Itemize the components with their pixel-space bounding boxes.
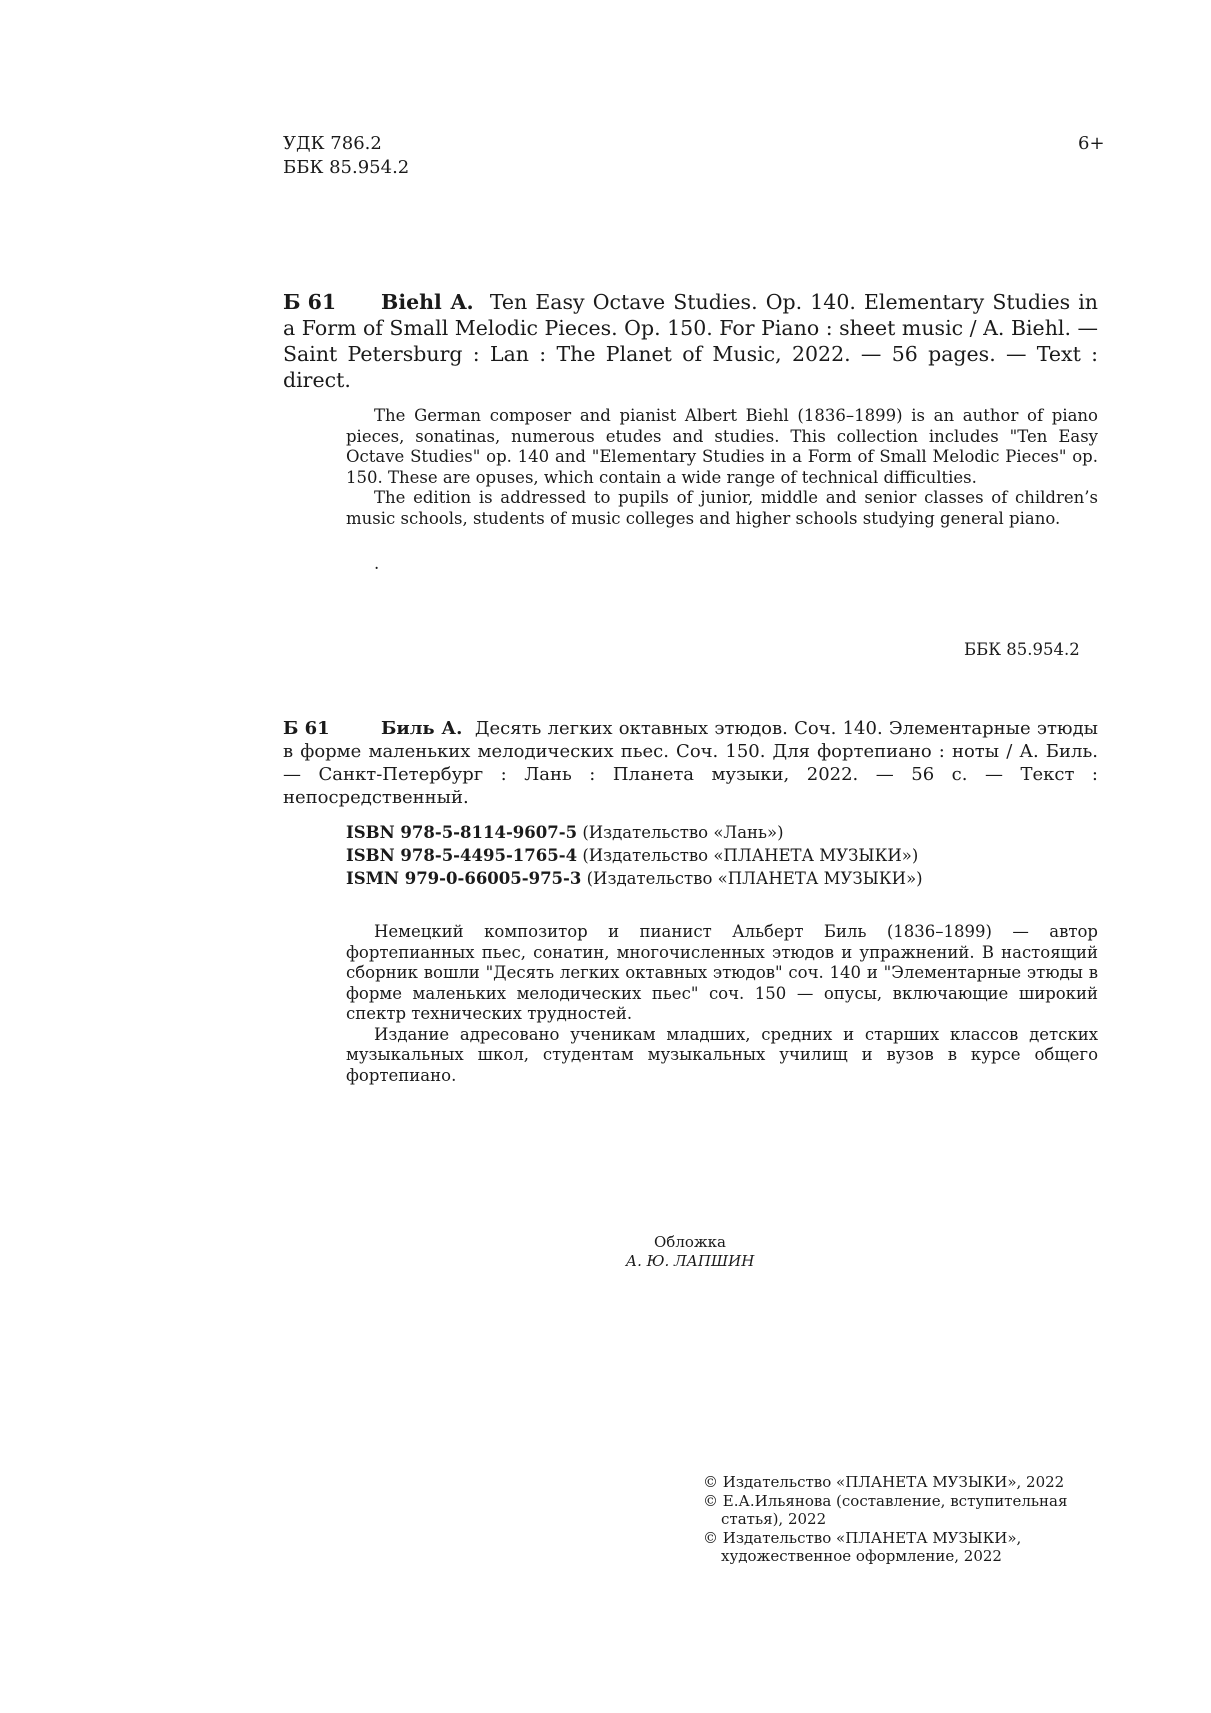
russian-bibliographic-entry <box>283 717 1098 809</box>
english-paragraph-2: The edition is addressed to pupils of junior, middle and senior classes of children’s music schools, students of music colleges and higher schools studying general piano. <box>346 488 1098 528</box>
cover-designer-name: А. Ю. ЛАПШИН <box>625 1251 755 1270</box>
ismn-line <box>346 867 923 890</box>
russian-paragraph-2: Издание адресовано ученикам младших, средних и старших классов детских музыкальных школ, студентам музыкальных училищ и вузов в курсе общего фортепиано. <box>346 1024 1098 1085</box>
copyright-line-1: © Издательство «ПЛАНЕТА МУЗЫКИ», 2022 <box>703 1473 1065 1491</box>
english-index-code: Б 61 <box>283 290 337 314</box>
cover-label: Обложка <box>653 1233 726 1251</box>
identifier-publisher: (Издательство «Лань») <box>582 823 784 842</box>
copyright-line-2: © Е.А.Ильянова (составление, вступительная статья), 2022 <box>703 1491 1068 1528</box>
english-description <box>346 406 1098 529</box>
english-paragraph-1: The German composer and pianist Albert Biehl (1836–1899) is an author of piano pieces, sonatinas, numerous etudes and studies. This collection includes "Ten Easy Octave Studies" op. 140 and "Elementary Studies in a Form of Small Melodic Pieces" op. 150. These are opuses, which contain a wide range of technical difficulties. <box>346 406 1098 487</box>
english-title-text: Ten Easy Octave Studies. Op. 140. Elementary Studies in a Form of Small Melodic Pieces. Op. 150. For Piano : sheet music / A. Biehl. — Saint Petersburg : Lan : The Planet of Music, 2022. — 56 pages. — Text : direct. <box>283 290 1098 392</box>
isbn-line-1 <box>346 821 923 844</box>
russian-author: Биль А. <box>381 718 463 739</box>
identifier-list <box>346 821 923 890</box>
cover-credit <box>560 1233 820 1270</box>
identifier-code: ISBN 978-5-4495-1765-4 <box>346 846 578 865</box>
russian-index-code: Б 61 <box>283 718 330 739</box>
english-title-block <box>283 289 1098 393</box>
udk-code: УДК 786.2 <box>283 133 382 154</box>
copyright-block <box>703 1473 1101 1566</box>
identifier-publisher: (Издательство «ПЛАНЕТА МУЗЫКИ») <box>582 846 919 865</box>
copyright-line-3: © Издательство «ПЛАНЕТА МУЗЫКИ», художественное оформление, 2022 <box>703 1528 1022 1565</box>
russian-paragraph-1: Немецкий композитор и пианист Альберт Биль (1836–1899) — автор фортепианных пьес, сонатин, многочисленных этюдов и упражнений. В настоящий сборник вошли "Десять легких октавных этюдов" соч. 140 и "Элементарные этюды в форме маленьких мелодических пьес" соч. 150 — опусы, включающие широкий спектр технических трудностей. <box>346 922 1098 1023</box>
isbn-line-2 <box>346 844 923 867</box>
russian-title-block <box>283 717 1098 809</box>
english-bibliographic-entry <box>283 289 1098 393</box>
identifier-code: ISMN 979-0-66005-975-3 <box>346 869 582 888</box>
stray-dot: . <box>374 554 380 573</box>
english-author: Biehl A. <box>381 290 474 314</box>
identifier-code: ISBN 978-5-8114-9607-5 <box>346 823 578 842</box>
russian-description <box>346 922 1098 1086</box>
bbk-right: ББК 85.954.2 <box>964 640 1080 659</box>
bbk-code: ББК 85.954.2 <box>283 157 410 178</box>
identifier-publisher: (Издательство «ПЛАНЕТА МУЗЫКИ») <box>586 869 923 888</box>
russian-title-text: Десять легких октавных этюдов. Соч. 140. Элементарные этюды в форме маленьких мелодических пьес. Соч. 150. Для фортепиано : ноты / А. Биль. — Санкт-Петербург : Лань : Планета музыки, 2022. — 56 с. — Текст : непосредственный. <box>283 718 1098 808</box>
age-rating: 6+ <box>1078 133 1105 154</box>
